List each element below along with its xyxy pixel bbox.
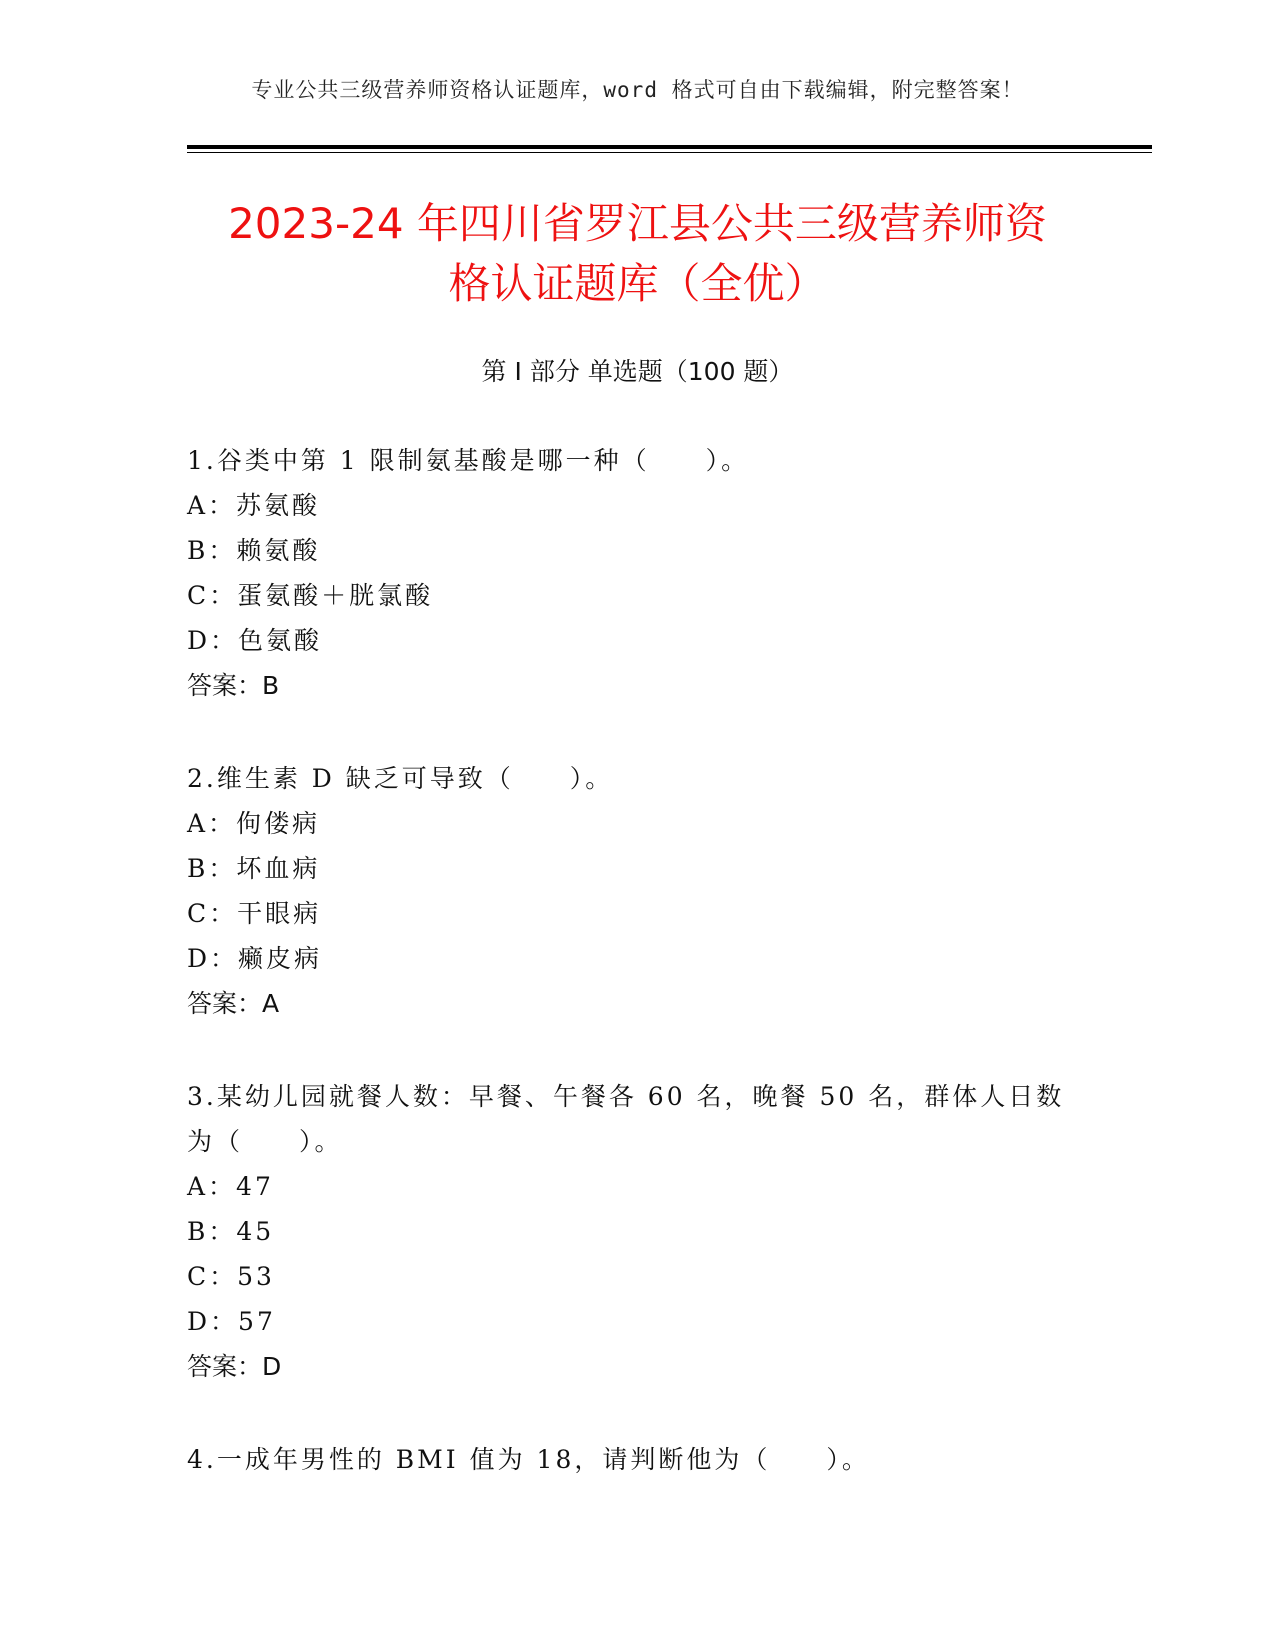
- question-2: [187, 756, 1087, 1026]
- answer: 答案：D: [187, 1352, 282, 1381]
- option-c: C：干眼病: [187, 899, 322, 928]
- option-b: B：45: [187, 1217, 275, 1246]
- header-rule-thin: [187, 152, 1152, 153]
- option-a: A：苏氨酸: [187, 491, 321, 520]
- section-heading: 第 I 部分 单选题（100 题）: [481, 357, 794, 386]
- header-note: 专业公共三级营养师资格认证题库，word 格式可自由下载编辑，附完整答案！: [251, 78, 1024, 102]
- option-a: A：佝偻病: [187, 809, 321, 838]
- answer: 答案：B: [187, 671, 280, 700]
- option-d: D：色氨酸: [187, 626, 323, 655]
- question-stem: 1.谷类中第 1 限制氨基酸是哪一种（ ）。: [187, 446, 750, 475]
- option-d: D：57: [187, 1307, 276, 1336]
- option-c: C：53: [187, 1262, 275, 1291]
- question-3: [187, 1074, 1087, 1389]
- question-stem: 2.维生素 D 缺乏可导致（ ）。: [187, 764, 614, 793]
- option-b: B：赖氨酸: [187, 536, 321, 565]
- header-rule-thick: [187, 145, 1152, 149]
- document-title-line-2: 格认证题库（全优）: [448, 259, 827, 308]
- question-stem: 4.一成年男性的 BMI 值为 18，请判断他为（ ）。: [187, 1445, 870, 1474]
- answer: 答案：A: [187, 989, 280, 1018]
- document-title-line-1: 2023-24 年四川省罗江县公共三级营养师资: [228, 199, 1047, 248]
- option-c: C：蛋氨酸＋胱氯酸: [187, 581, 434, 610]
- question-4: [187, 1437, 1087, 1482]
- option-d: D：癞皮病: [187, 944, 323, 973]
- option-b: B：坏血病: [187, 854, 321, 883]
- question-list: [187, 438, 1087, 1530]
- option-a: A：47: [187, 1172, 274, 1201]
- question-stem: 3.某幼儿园就餐人数：早餐、午餐各 60 名，晚餐 50 名，群体人日数为（ ）。: [187, 1082, 1065, 1156]
- document-title: [180, 194, 1095, 314]
- question-1: [187, 438, 1087, 708]
